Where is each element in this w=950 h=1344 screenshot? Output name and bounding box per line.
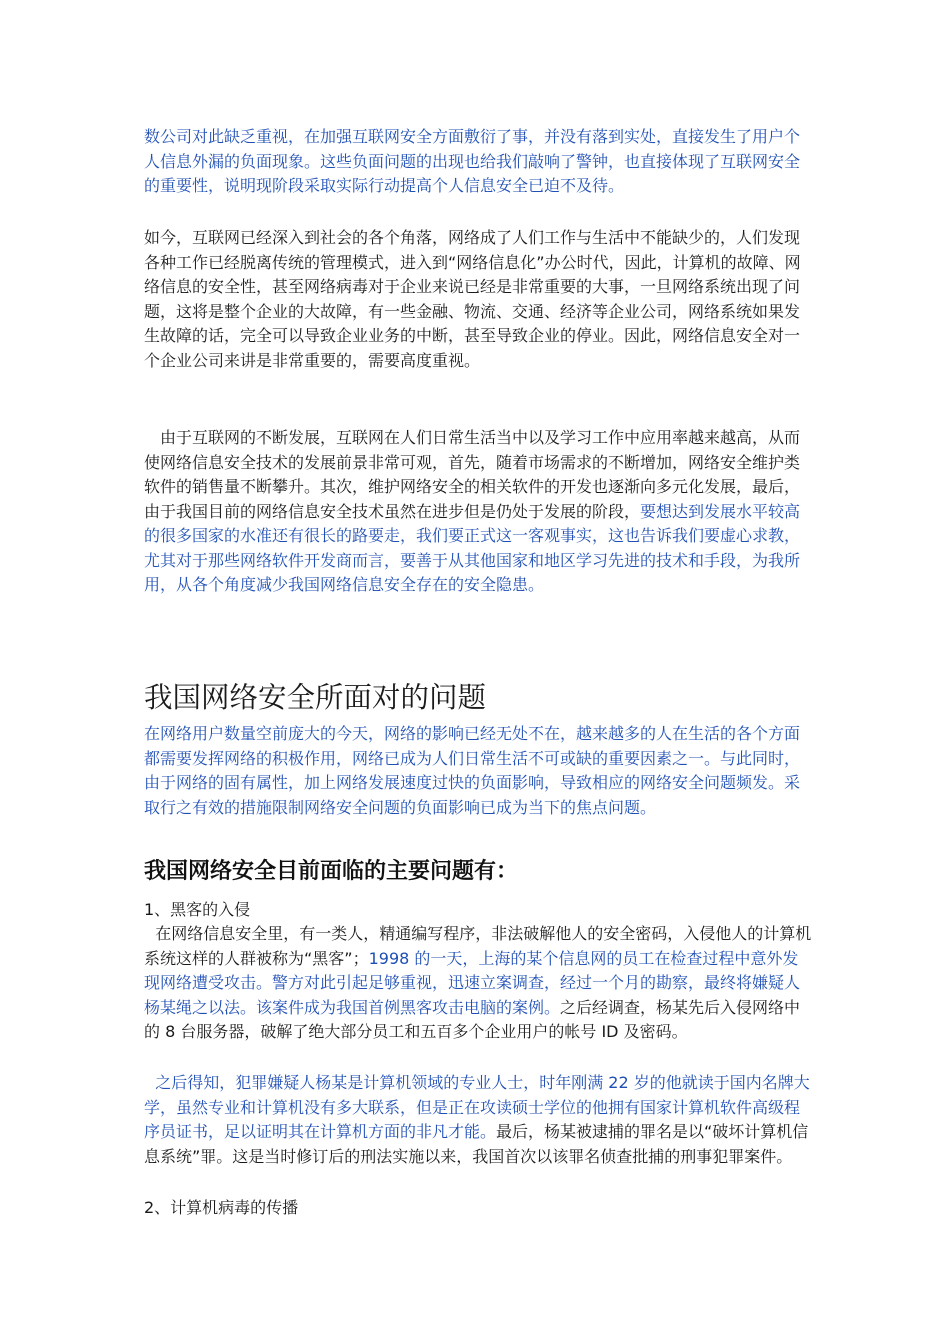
- paragraph-suspect-highlight: 之后得知，犯罪嫌疑人杨某是计算机领域的专业人士，时年刚满 22 岁的他就读于国内名牌大学，虽然专业和计算机没有多大联系，但是正在攻读硕士学位的他拥有国家计算机软件高级程序员证书，足以证明其在计算机方面的非凡才能。: [144, 1073, 810, 1141]
- paragraph-hacker-case: [144, 922, 814, 1045]
- paragraph-development-text: 由于互联网的不断发展，互联网在人们日常生活当中以及学习工作中应用率越来越高，从而使网络信息安全技术的发展前景非常可观，首先，随着市场需求的不断增加，网络安全维护类软件的销售量不断攀升。其次，维护网络安全的相关软件的开发也逐渐向多元化发展，最后，由于我国目前的网络信息安全技术虽然在进步但是仍处于发展的阶段，: [144, 428, 801, 521]
- paragraph-intro: 数公司对此缺乏重视，在加强互联网安全方面敷衍了事，并没有落到实处，直接发生了用户个人信息外漏的负面现象。这些负面问题的出现也给我们敲响了警钟，也直接体现了互联网安全的重要性，说明现阶段采取实际行动提高个人信息安全已迫不及待。: [144, 127, 801, 195]
- list-item-hackers: 1、黑客的入侵: [144, 900, 251, 919]
- paragraph-development: [144, 426, 814, 598]
- paragraph-hacker-investigation: 之后经调查，杨某先后入侵网络中的 8 台服务器，破解了绝大部分员工和五百多个企业用户的帐号 ID 及密码。: [144, 997, 801, 1041]
- paragraph-section-intro: 在网络用户数量空前庞大的今天，网络的影响已经无处不在，越来越多的人在生活的各个方面都需要发挥网络的积极作用，网络已成为人们日常生活不可或缺的重要因素之一。与此同时，由于网络的固有属性，加上网络发展速度过快的负面影响，导致相应的网络安全问题频发。采取行之有效的措施限制网络安全问题的负面影响已成为当下的焦点问题。: [144, 724, 801, 817]
- subsection-heading: 我国网络安全目前面临的主要问题有：: [144, 859, 519, 884]
- paragraph-development-highlight: 要想达到发展水平较高的很多国家的水准还有很长的路要走，我们要正式这一客观事实，这也告诉我们要虚心求教，尤其对于那些网络软件开发商而言，要善于从其他国家和地区学习先进的技术和手段，为我所用，从各个角度减少我国网络信息安全存在的安全隐患。: [144, 501, 801, 594]
- paragraph-hacker-definition: 在网络信息安全里，有一类人，精通编写程序，非法破解他人的安全密码，入侵他人的计算机系统这样的人群被称为“黑客”；: [144, 924, 812, 968]
- paragraph-hacker-case-highlight: 1998 的一天，上海的某个信息网的员工在检查过程中意外发现网络遭受攻击。警方对此引起足够重视，迅速立案调查，经过一个月的勘察，最终将嫌疑人杨某绳之以法。该案件成为我国首例黑客攻击电脑的案例。: [144, 948, 801, 1017]
- paragraph-network-importance: 如今，互联网已经深入到社会的各个角落，网络成了人们工作与生活中不能缺少的，人们发现各种工作已经脱离传统的管理模式，进入到“网络信息化”办公时代，因此，计算机的故障、网络信息的安全性，甚至网络病毒对于企业来说已经是非常重要的大事，一旦网络系统出现了问题，这将是整个企业的大故障，有一些金融、物流、交通、经济等企业公司，网络系统如果发生故障的话，完全可以导致企业业务的中断，甚至导致企业的停业。因此，网络信息安全对一个企业公司来讲是非常重要的，需要高度重视。: [144, 228, 801, 370]
- paragraph-suspect: [144, 1071, 814, 1169]
- list-item-virus: 2、计算机病毒的传播: [144, 1198, 299, 1217]
- section-heading: 我国网络安全所面对的问题: [144, 681, 487, 714]
- paragraph-suspect-outcome: 最后，杨某被逮捕的罪名是以“破坏计算机信息系统”罪。这是当时修订后的刑法实施以来，我国首次以该罪名侦查批捕的刑事犯罪案件。: [144, 1122, 809, 1166]
